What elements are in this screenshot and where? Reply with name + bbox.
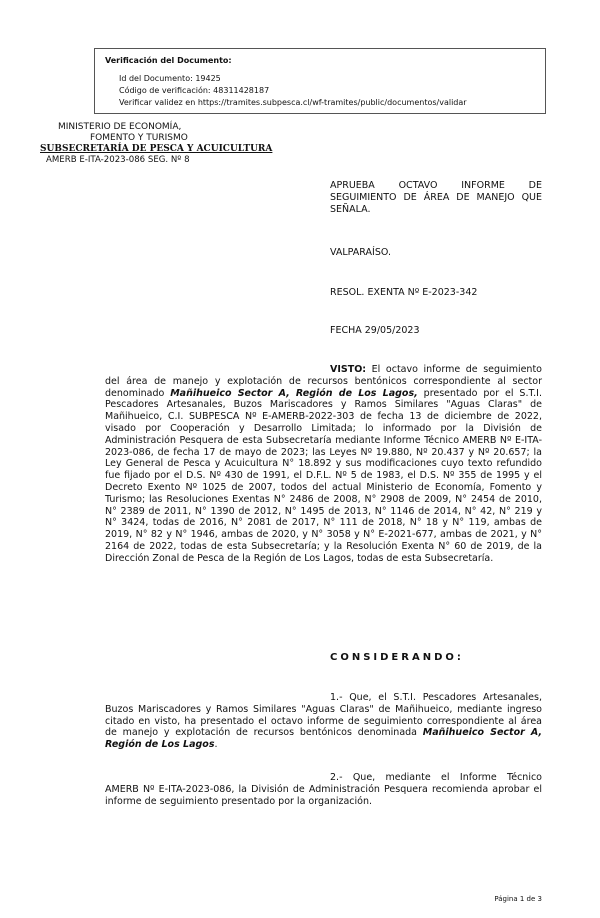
considerando-1-end: .: [214, 739, 218, 751]
considerando-item-2: [105, 772, 542, 807]
resolution-date: FECHA 29/05/2023: [330, 325, 420, 336]
considerando-2-text: 2.- Que, mediante el Informe Técnico AMERB Nº E-ITA-2023-086, la División de Administración Pesquera recomienda aprobar el informe de seguimiento presentado por la organización.: [105, 772, 542, 807]
ministry-line2: FOMENTO Y TURISMO: [90, 133, 188, 143]
considerando-item-1: [105, 692, 542, 751]
subsecretaria-title: SUBSECRETARÍA DE PESCA Y ACUICULTURA: [40, 144, 273, 154]
place: VALPARAÍSO.: [330, 247, 391, 258]
verification-list: [105, 73, 535, 109]
document-title: APRUEBA OCTAVO INFORME DE SEGUIMIENTO DE ÁREA DE MANEJO QUE SEÑALA.: [330, 180, 542, 215]
visto-area-name: Mañihueico Sector A, Región de Los Lagos,: [170, 387, 418, 399]
reference-code: AMERB E-ITA-2023-086 SEG. Nº 8: [46, 155, 190, 165]
verification-item-code: • Código de verificación: 48311428187: [119, 85, 535, 97]
verification-box: [94, 48, 546, 114]
visto-paragraph: [105, 364, 542, 565]
considerando-heading: CONSIDERANDO:: [330, 652, 464, 663]
visto-text-1: El octavo informe de seguimiento del área de manejo y explotación de recursos bentónicos correspondiente al sector denominado: [105, 364, 542, 399]
ministry-line1: MINISTERIO DE ECONOMÍA,: [58, 122, 182, 132]
considerando-1-area: Mañihueico Sector A, Región de Los Lagos: [105, 727, 542, 751]
verification-title: Verificación del Documento:: [105, 56, 232, 65]
resolution-number: RESOL. EXENTA Nº E-2023-342: [330, 287, 478, 298]
visto-text-2: presentado por el S.T.I. Pescadores Artesanales, Buzos Mariscadores y Ramos Similares "Aguas Claras" de Mañihueico, C.I. SUBPESCA Nº E-AMERB-2022-303 de fecha 13 de diciembre de 2022, visado por Cooperación y Desarrollo Limitada; lo informado por la División de Administración Pesquera de esta Subsecretaría mediante Informe Técnico AMERB Nº E-ITA-2023-086, de fecha 17 de mayo de 2023; las Leyes Nº 19.880, Nº 20.437 y Nº 20.657; la Ley General de Pesca y Acuicultura N° 18.892 y sus modificaciones cuyo texto refundido fue fijado por el D.S. Nº 430 de 1991, el D.F.L. Nº 5 de 1983, el D.S. Nº 355 de 1995 y el Decreto Exento Nº 1025 de 2007, todos del actual Ministerio de Economía, Fomento y Turismo; las Resoluciones Exentas N° 2486 de 2008, N° 2908 de 2009, N° 2454 de 2010, N° 2389 de 2011, N° 1390 de 2012, N° 1495 de 2013, N° 1146 de 2014, N° 42, N° 219 y N° 3424, todas de 2016, N° 2081 de 2017, N° 111 de 2018, N° 18 y N° 119, ambas de 2019, N° 82 y N° 1946, ambas de 2020, y N° 3058 y N° E-2021-677, ambas de 2021, y N° 2164 de 2022, todas de esta Subsecretaría; y la Resolución Exenta N° 60 de 2019, de la Dirección Zonal de Pesca de la Región de Los Lagos, todas de esta Subsecretaría.: [105, 387, 543, 564]
page-number: Página 1 de 3: [494, 895, 542, 903]
verification-item-url[interactable]: • Verificar validez en https://tramites.subpesca.cl/wf-tramites/public/documentos/validar: [119, 97, 535, 109]
considerando-1-text: 1.- Que, el S.T.I. Pescadores Artesanales, Buzos Mariscadores y Ramos Similares "Aguas Claras" de Mañihueico, mediante ingreso citado en visto, ha presentado el octavo informe de seguimiento correspondiente al área de manejo y explotación de recursos bentónicos denominada: [105, 692, 542, 739]
letterhead: [40, 122, 290, 166]
visto-label: VISTO:: [330, 364, 367, 375]
verification-item-id: • Id del Documento: 19425: [119, 73, 535, 85]
